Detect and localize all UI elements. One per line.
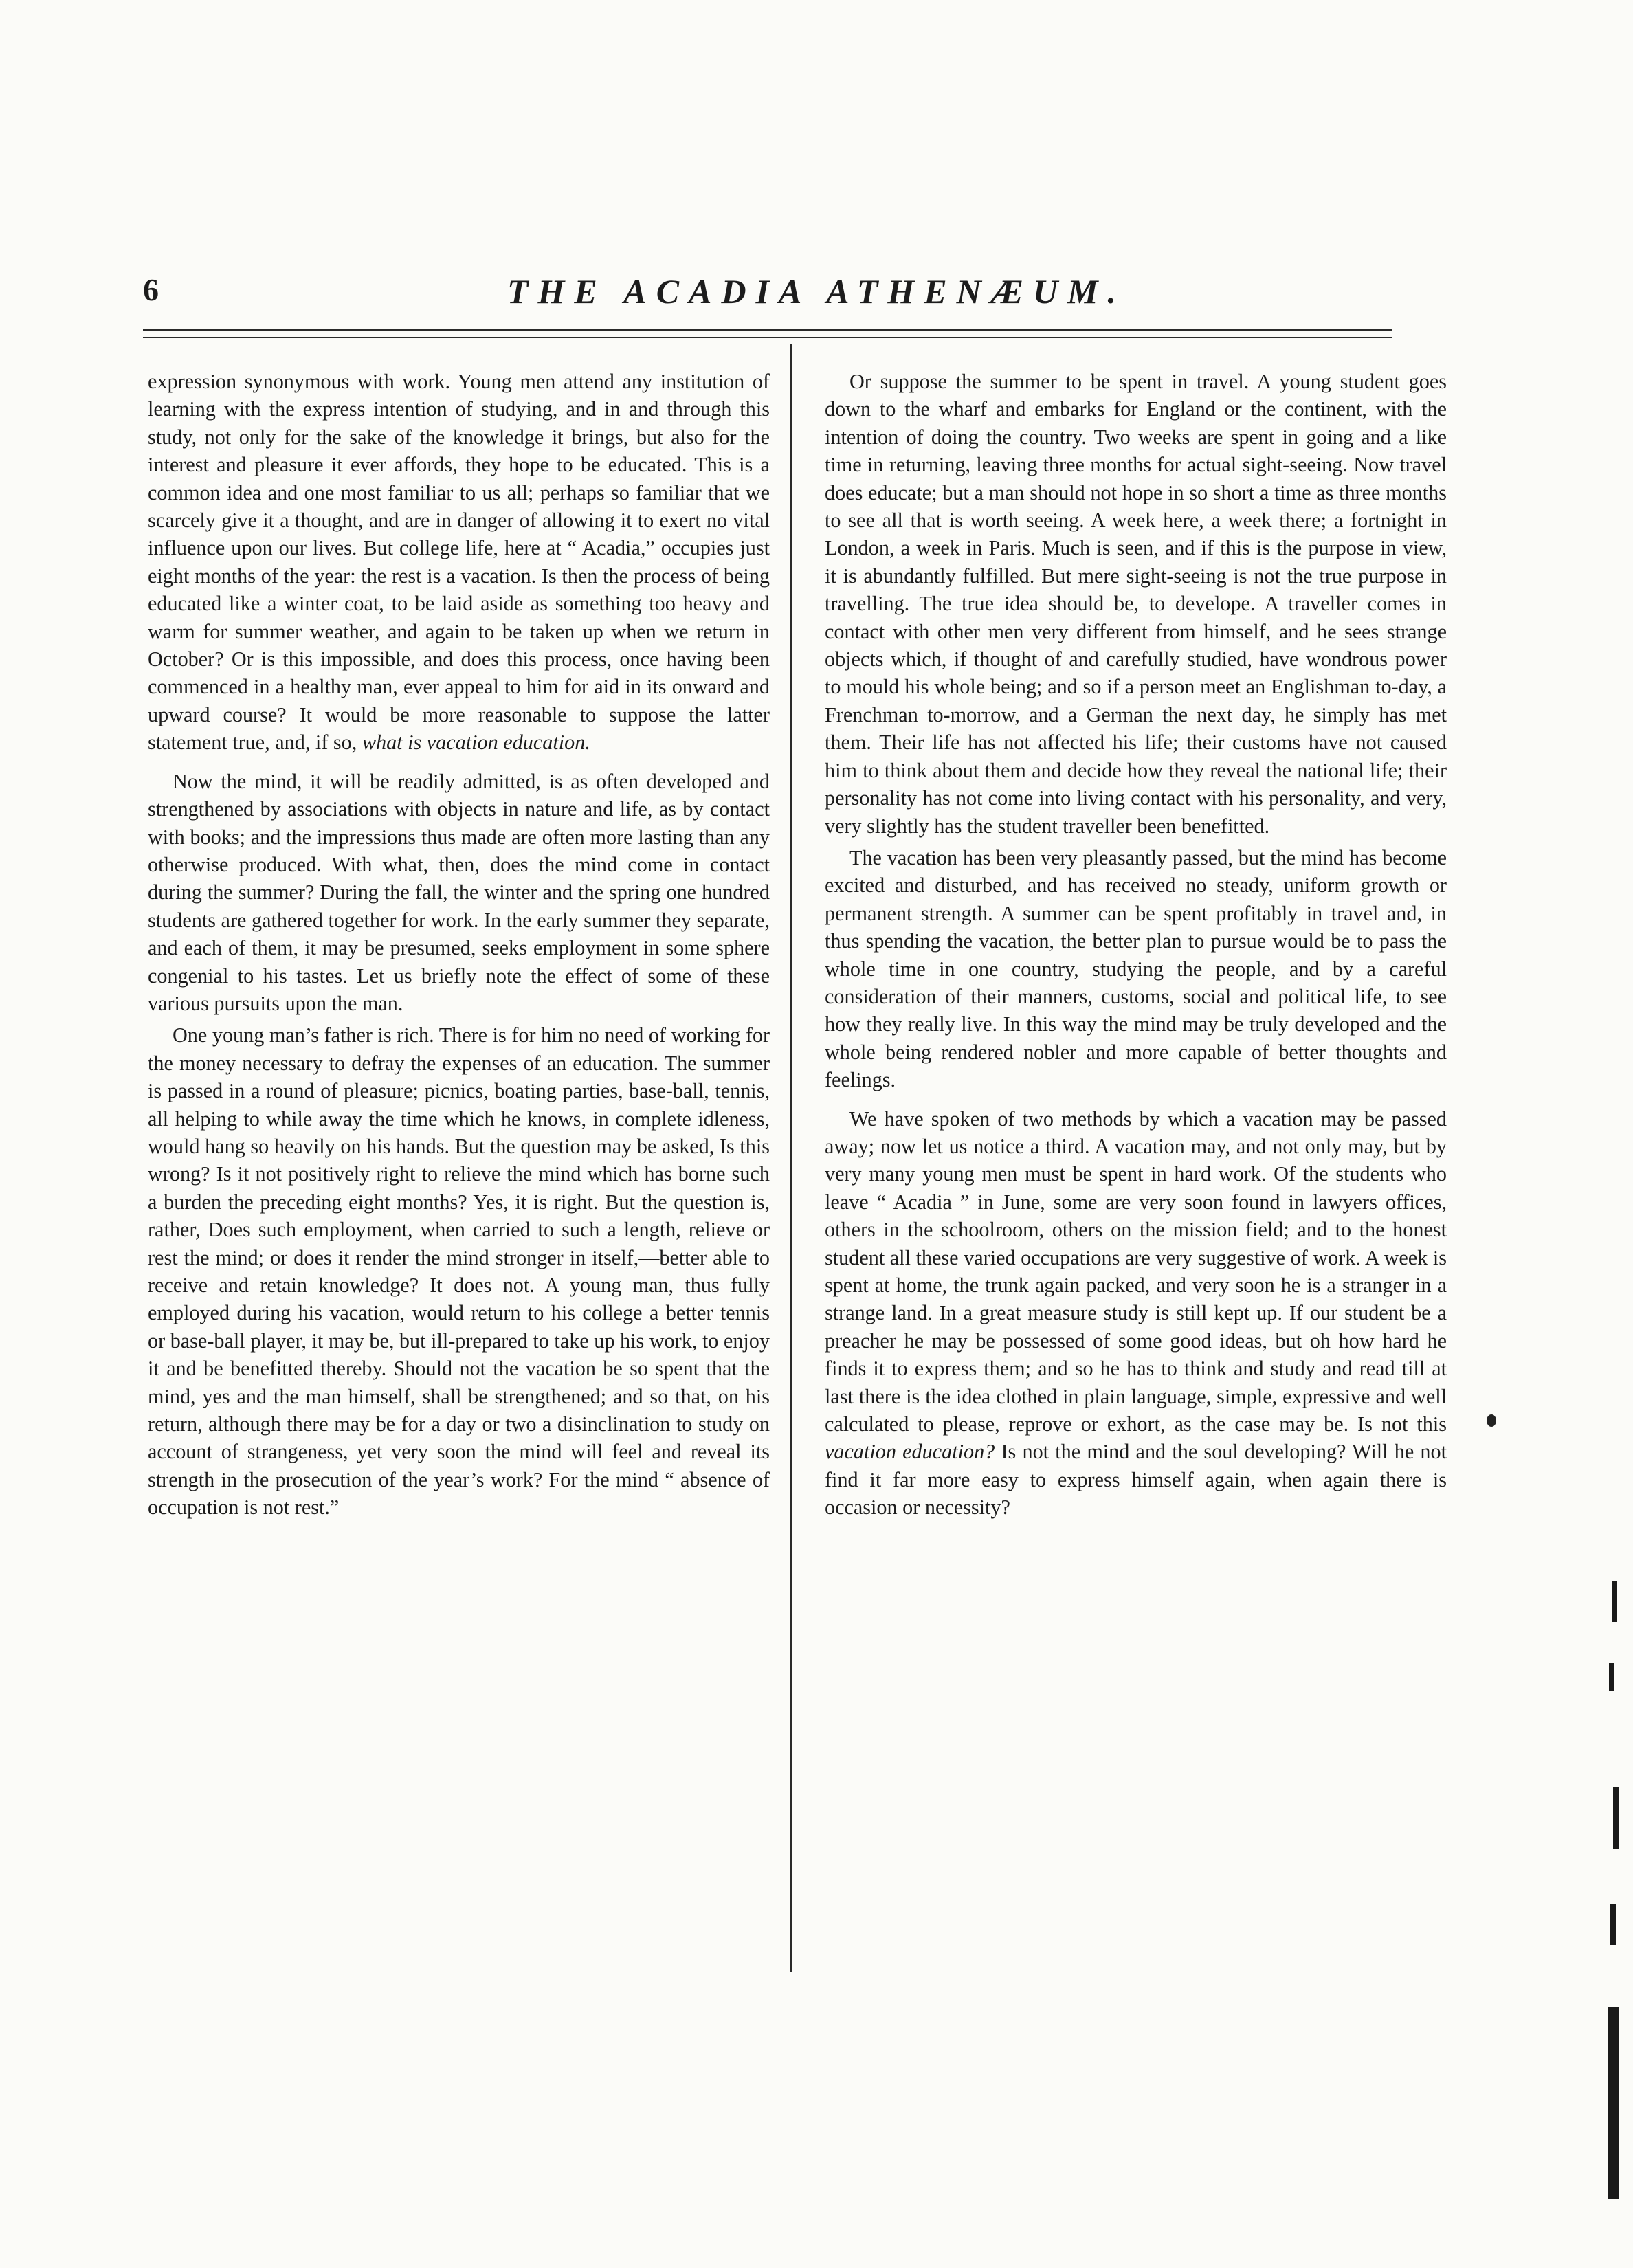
paragraph: Or suppose the summer to be spent in travel. A young student goes down to the wharf and embarks for England or the continent, with the intention of doing the country. Two weeks are spent in going and a like time in returning, leaving three months for actual sight-seeing. Now travel does educate; but a man should not hope in so short a time as three months to see all that is worth seeing. A week here, a week there; a fortnight in London, a week in Paris. Much is seen, and if this is the purpose in view, it is abundantly fulfilled. But mere sight-seeing is not the true purpose in travelling. The true idea should be, to develope. A traveller comes in contact with other men very different from himself, and he sees strange objects which, if thought of and carefully studied, have wondrous power to mould his whole being; and so if a person meet an Englishman to-day, a Frenchman to-morrow, and a German the next day, he simply has met them. Their life has not affected his life; their customs have not caused him to think about them and decide how they reveal the national life; their personality has not come into living contact with his personality, and very, very slightly has the student traveller been benefitted.: [825, 370, 1447, 838]
header-rule-top: [143, 329, 1392, 331]
header-rule-bottom: [143, 337, 1392, 338]
italic-phrase: vacation education?: [825, 1440, 995, 1464]
page-header: [0, 271, 1633, 320]
column-divider: [790, 344, 792, 1972]
paragraph: expression synonymous with work. Young men attend any institution of learning with the express intention of studying, and in and through this study, not only for the sake of the knowledge it brings, but also for the interest and pleasure it ever affords, they hope to be educated. This is a common idea and one most familiar to us all; perhaps so familiar that we scarcely give it a thought, and are in danger of allowing it to exert no vital influence upon our lives. But college life, here at “ Acadia,” occupies just eight months of the year: the rest is a vacation. Is then the process of being educated like a winter coat, to be laid aside as something too heavy and warm for summer weather, and again to be taken up when we return in October? Or is this impossible, and does this process, once having been commenced in a healthy man, ever appeal to him for aid in its onward and upward course? It would be more reasonable to suppose the latter statement true, and, if so, what is vacation education.: [148, 370, 770, 755]
page-number: 6: [143, 272, 159, 307]
italic-phrase: what is vacation education.: [362, 731, 590, 755]
ink-spot: [1487, 1414, 1496, 1427]
paragraph: One young man’s father is rich. There is for him no need of working for the money necessary to defray the expenses of an education. The summer is passed in a round of pleasure; picnics, boating parties, base-ball, tennis, all helping to while away the time which he knows, in complete idleness, would hang so heavily on his hands. But the question may be asked, Is this wrong? Is it not positively right to relieve the mind which has borne such a burden the preceding eight months? Yes, it is right. But the question is, rather, Does such employment, when carried to such a length, relieve or rest the mind; or does it render the mind stronger in itself,—better able to receive and retain knowledge? It does not. A young man, thus fully employed during his vacation, would return to his college a better tennis or base-ball player, it may be, but ill-prepared to take up his work, to enjoy it and be benefitted thereby. Should not the vacation be so spent that the mind, yes and the man himself, shall be strengthened; and so that, on his return, although there may be for a day or two a disinclination to study on account of strangeness, yet very soon the mind will feel and reveal its strength in the prosecution of the year’s work? For the mind “ absence of occupation is not rest.”: [148, 1023, 770, 1520]
paragraph: Now the mind, it will be readily admitted, is as often developed and strengthened by associations with objects in nature and life, as by contact with books; and the impressions thus made are often more lasting than any otherwise produced. With what, then, does the mind come in contact during the summer? During the fall, the winter and the spring one hundred students are gathered together for work. In the early summer they separate, and each of them, it may be presumed, seeks employment in some sphere congenial to his tastes. Let us briefly note the effect of some of these various pursuits upon the man.: [148, 769, 770, 1015]
paragraph: We have spoken of two methods by which a vacation may be passed away; now let us notice a third. A vacation may, and not only may, but by very many young men must be spent in hard work. Of the students who leave “ Acadia ” in June, some are very soon found in lawyers offices, others in the schoolroom, others on the mission field; and to the honest student all these varied occupations are very suggestive of work. A week is spent at home, the trunk again packed, and very soon he is a stranger in a strange land. In a great measure study is still kept up. If our student be a preacher he may be possessed of some good ideas, but oh how hard he finds it to express them; and so he has to think and study and read till at last there is the idea clothed in plain language, simple, expressive and well calculated to please, reprove or exhort, as the case may be. Is not this vacation education? Is not the mind and the soul developing? Will he not find it far more easy to express himself again, when again there is occasion or necessity?: [825, 1107, 1447, 1520]
binding-edge-marks: [1605, 1581, 1625, 2268]
running-title: THE ACADIA ATHENÆUM.: [507, 272, 1126, 311]
paragraph: The vacation has been very pleasantly passed, but the mind has become excited and disturbed, and has received no steady, uniform growth or permanent strength. A summer can be spent profitably in travel and, in thus spending the vacation, the better plan to pursue would be to pass the whole time in one country, studying the people, and by a careful consideration of their manners, customs, social and political life, to see how they really live. In this way the mind may be truly developed and the whole being rendered nobler and more capable of better thoughts and feelings.: [825, 845, 1447, 1092]
left-column: [148, 368, 770, 2031]
right-column: [825, 368, 1447, 2031]
